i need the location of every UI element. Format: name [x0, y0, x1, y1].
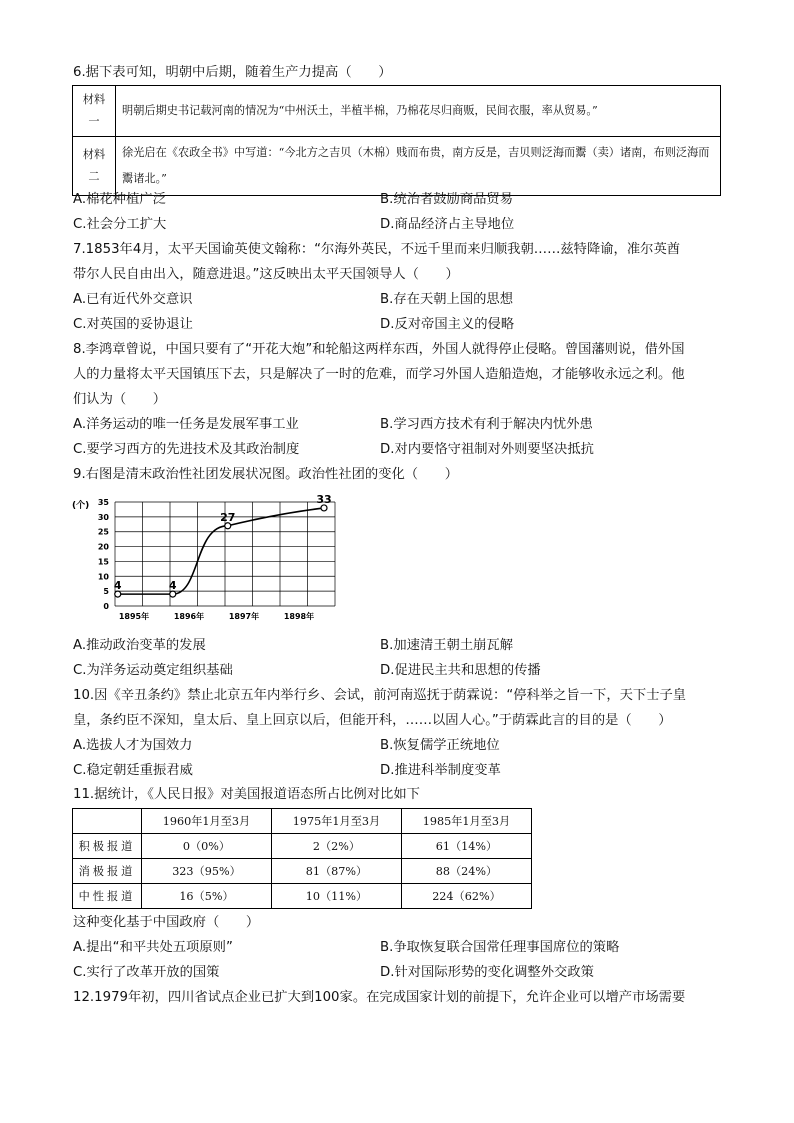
y-tick-label: 0 — [103, 602, 109, 611]
table-row — [73, 859, 532, 884]
x-tick-label: 1897年 — [228, 612, 260, 621]
table-cell: 81（87%） — [272, 859, 402, 884]
y-tick-label: 30 — [97, 512, 109, 522]
q11-followup: 这种变化基于中国政府（ ） — [73, 915, 260, 930]
row-header: 积极报道 — [73, 834, 142, 859]
table-header-cell — [73, 809, 142, 834]
data-label: 4 — [168, 579, 177, 593]
q7-option-a[interactable]: A.已有近代外交意识 — [73, 292, 193, 307]
q11-option-d[interactable]: D.针对国际形势的变化调整外交政策 — [380, 965, 594, 980]
q8-option-a[interactable]: A.洋务运动的唯一任务是发展军事工业 — [73, 417, 299, 432]
q10-stem-line: 10.因《辛丑条约》禁止北京五年内举行乡、会试，前河南巡抚于荫霖说：“停科举之旨一下，天下士子皇 — [73, 688, 687, 703]
q11-report-table — [72, 808, 532, 909]
y-tick-label: 15 — [97, 557, 109, 567]
material-text: 徐光启在《农政全书》中写道：“今北方之吉贝（木棉）贱而布贵，南方反是，吉贝则泛海而鬻（卖）诸南，布则泛海而鬻诸北。” — [116, 137, 721, 196]
table-cell: 16（5%） — [142, 884, 272, 909]
table-row — [73, 884, 532, 909]
q10-stem-line: 皇，条约臣不深知，皇太后、皇上回京以后，但能开科，……以固人心。”于荫霖此言的目的是（ ） — [73, 713, 672, 728]
q9-option-a[interactable]: A.推动政治变革的发展 — [73, 638, 206, 653]
political-groups-chart — [70, 492, 340, 627]
x-tick-label: 1898年 — [283, 612, 315, 621]
table-header-cell: 1985年1月至3月 — [402, 809, 532, 834]
q8-option-b[interactable]: B.学习西方技术有利于解决内忧外患 — [380, 417, 593, 432]
q11-option-c[interactable]: C.实行了改革开放的国策 — [73, 965, 220, 980]
q10-option-d[interactable]: D.推进科举制度变革 — [380, 763, 501, 778]
table-row — [73, 834, 532, 859]
q9-stem: 9.右图是清末政治性社团发展状况图。政治性社团的变化（ ） — [73, 467, 458, 482]
table-row — [73, 137, 721, 196]
q10-option-b[interactable]: B.恢复儒学正统地位 — [380, 738, 500, 753]
y-tick-label: 35 — [97, 498, 109, 507]
q8-option-d[interactable]: D.对内要恪守祖制对外则要坚决抵抗 — [380, 442, 594, 457]
q6-option-b[interactable]: B.统治者鼓励商品贸易 — [380, 192, 514, 207]
q9-option-d[interactable]: D.促进民主共和思想的传播 — [380, 663, 541, 678]
q8-stem-line: 人的力量将太平天国镇压下去，只是解决了一时的危难，而学习外国人造船造炮，才能够收永远之利。他 — [73, 367, 685, 382]
q7-stem-line: 带尔人民自由出入，随意进退。”这反映出太平天国领导人（ ） — [73, 267, 459, 282]
table-cell: 224（62%） — [402, 884, 532, 909]
q7-option-c[interactable]: C.对英国的妥协退让 — [73, 317, 193, 332]
table-header-cell: 1975年1月至3月 — [272, 809, 402, 834]
material-text: 明朝后期史书记载河南的情况为“中州沃土，半植半棉，乃棉花尽归商贩，民间衣服，率从贸易。” — [116, 86, 721, 137]
data-label: 33 — [316, 492, 332, 506]
q10-option-a[interactable]: A.选拔人才为国效力 — [73, 738, 193, 753]
q8-option-c[interactable]: C.要学习西方的先进技术及其政治制度 — [73, 442, 300, 457]
data-label: 27 — [220, 510, 236, 524]
q7-option-d[interactable]: D.反对帝国主义的侵略 — [380, 317, 515, 332]
q9-option-b[interactable]: B.加速清王朝土崩瓦解 — [380, 638, 514, 653]
table-cell: 2（2%） — [272, 834, 402, 859]
table-cell: 61（14%） — [402, 834, 532, 859]
q6-material-table — [72, 85, 721, 196]
q10-option-c[interactable]: C.稳定朝廷重振君威 — [73, 763, 193, 778]
y-tick-label: 10 — [97, 572, 109, 582]
q8-stem-line: 们认为（ ） — [73, 392, 167, 407]
table-cell: 10（11%） — [272, 884, 402, 909]
material-label: 材料二 — [73, 137, 116, 196]
table-cell: 0（0%） — [142, 834, 272, 859]
table-cell: 323（95%） — [142, 859, 272, 884]
q11-option-b[interactable]: B.争取恢复联合国常任理事国席位的策略 — [380, 940, 620, 955]
table-header-row — [73, 809, 532, 834]
table-cell: 88（24%） — [402, 859, 532, 884]
q9-option-c[interactable]: C.为洋务运动奠定组织基础 — [73, 663, 233, 678]
y-tick-label: 25 — [97, 527, 109, 537]
q12-stem: 12.1979年初，四川省试点企业已扩大到100家。在完成国家计划的前提下，允许企业可以增产市场需要 — [73, 990, 686, 1005]
y-axis-label: (个) — [72, 501, 90, 511]
x-tick-label: 1895年 — [118, 612, 150, 621]
q6-option-d[interactable]: D.商品经济占主导地位 — [380, 217, 515, 232]
q6-stem: 6.据下表可知，明朝中后期，随着生产力提高（ ） — [73, 65, 392, 80]
chart-axes — [98, 498, 314, 621]
q8-stem-line: 8.李鸿章曾说，中国只要有了“开花大炮”和轮船这两样东西，外国人就得停止侵略。曾国藩则说，借外国 — [73, 342, 685, 357]
q6-option-c[interactable]: C.社会分工扩大 — [73, 217, 167, 232]
q11-stem: 11.据统计，《人民日报》对美国报道语态所占比例对比如下 — [73, 787, 420, 802]
row-header: 消极报道 — [73, 859, 142, 884]
table-row — [73, 86, 721, 137]
y-tick-label: 5 — [103, 587, 109, 597]
q6-option-a[interactable]: A.棉花种植广泛 — [73, 192, 166, 207]
row-header: 中性报道 — [73, 884, 142, 909]
q7-stem-line: 7.1853年4月，太平天国谕英使文翰称：“尔海外英民，不远千里而来归顺我朝……兹特降谕，准尔英酋 — [73, 242, 681, 257]
data-label: 4 — [113, 579, 122, 593]
y-tick-label: 20 — [97, 542, 109, 552]
q7-option-b[interactable]: B.存在天朝上国的思想 — [380, 292, 514, 307]
x-tick-label: 1896年 — [173, 612, 205, 621]
table-header-cell: 1960年1月至3月 — [142, 809, 272, 834]
q11-option-a[interactable]: A.提出“和平共处五项原则” — [73, 940, 233, 955]
material-label: 材料一 — [73, 86, 116, 137]
